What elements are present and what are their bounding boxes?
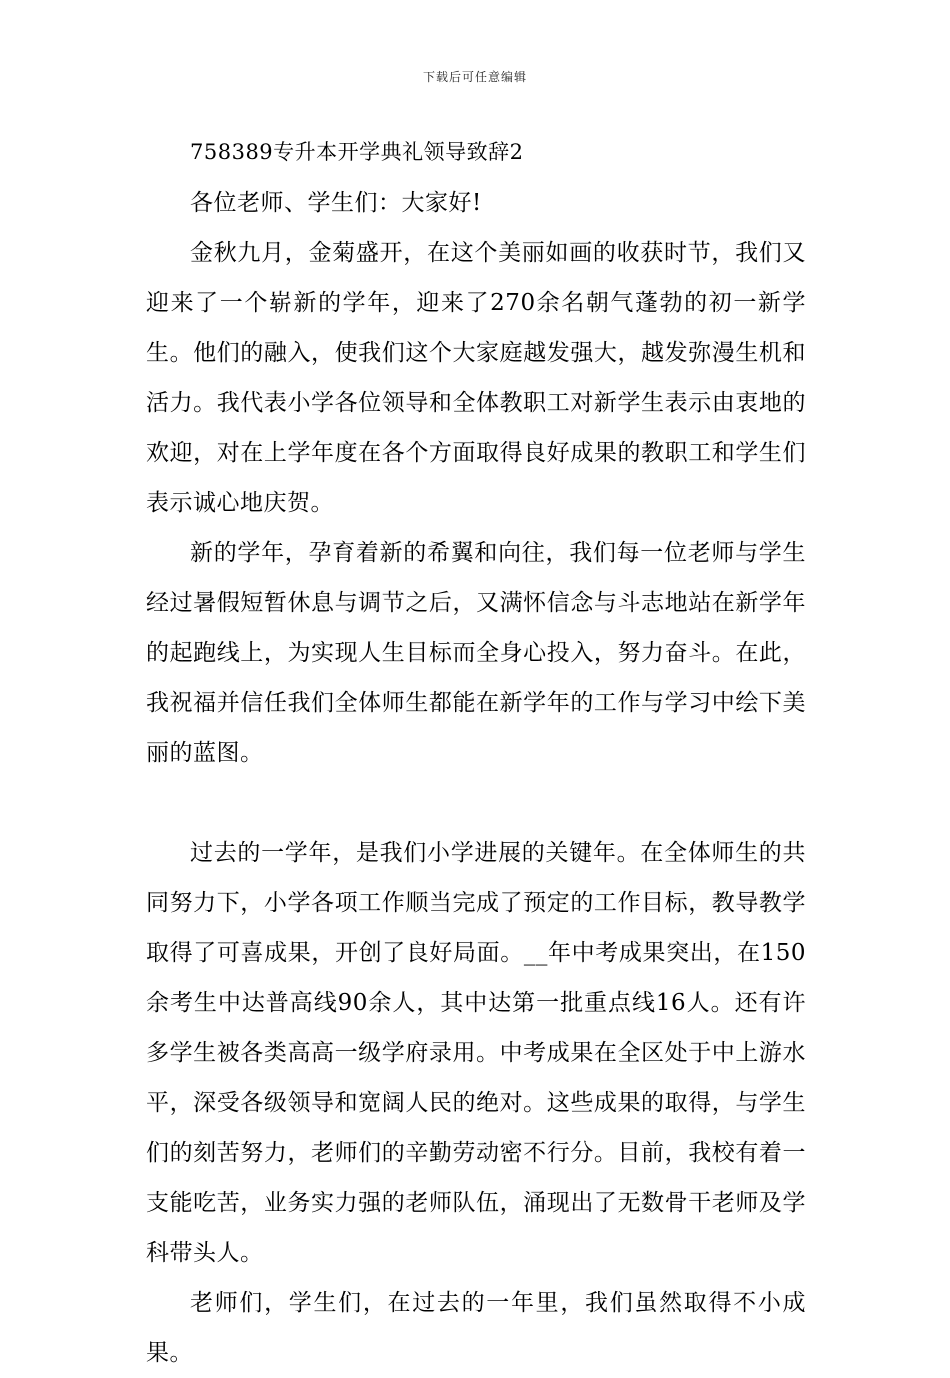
body-paragraph: 新的学年，孕育着新的希翼和向往，我们每一位老师与学生经过暑假短暂休息与调节之后，又满怀信念与斗志地站在新学年的起跑线上，为实现人生目标而全身心投入，努力奋斗。在此，我祝福并信任我们全体师生都能在新学年的工作与学习中绘下美丽的蓝图。 — [146, 540, 806, 766]
document-title: 758389专升本开学典礼领导致辞2 — [190, 140, 524, 164]
body-paragraph: 老师们，学生们，在过去的一年里，我们虽然取得不小成果。 — [146, 1290, 806, 1366]
body-paragraph: 过去的一学年，是我们小学进展的关键年。在全体师生的共同努力下，小学各项工作顺当完成了预定的工作目标，教导教学取得了可喜成果，开创了良好局面。__年中考成果突出，在150余考生中达普高线90余人，其中达第一批重点线16人。还有许多学生被各类高高一级学府录用。中考成果在全区处于中上游水平，深受各级领导和宽阔人民的绝对。这些成果的取得，与学生们的刻苦努力，老师们的辛勤劳动密不行分。目前，我校有着一支能吃苦，业务实力强的老师队伍，涌现出了无数骨干老师及学科带头人。 — [146, 840, 806, 1266]
page-header-note: 下载后可任意编辑 — [422, 70, 527, 84]
greeting-paragraph: 各位老师、学生们：大家好! — [190, 190, 482, 216]
body-paragraph: 金秋九月，金菊盛开，在这个美丽如画的收获时节，我们又迎来了一个崭新的学年，迎来了270余名朝气蓬勃的初一新学生。他们的融入，使我们这个大家庭越发强大，越发弥漫生机和活力。我代表小学各位领导和全体教职工对新学生表示由衷地的欢迎，对在上学年度在各个方面取得良好成果的教职工和学生们表示诚心地庆贺。 — [146, 240, 806, 516]
document-body — [146, 178, 806, 1378]
